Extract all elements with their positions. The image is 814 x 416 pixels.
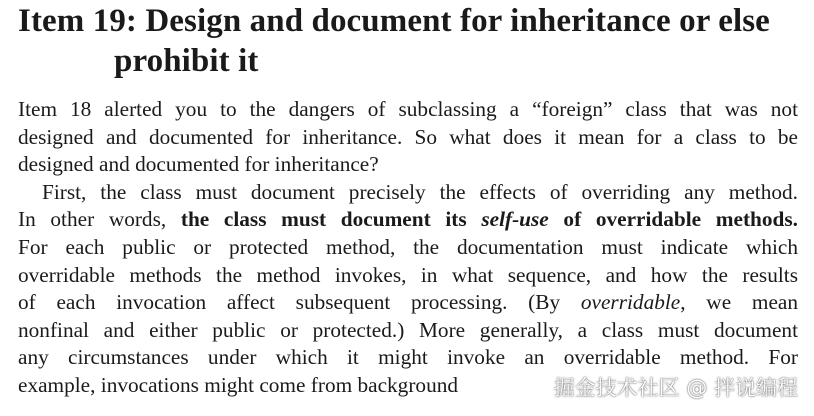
para2-line-8: example, invocations might come from background <box>18 372 459 397</box>
para2-line-5: of each invocation affect subsequent processing. (By overridable, we mean <box>18 290 798 315</box>
paragraph-1 <box>18 96 798 179</box>
para1-line-3: designed and documented for inheritance? <box>18 152 379 177</box>
paragraph-2 <box>18 179 798 400</box>
para2-line-2-plain: In other words, <box>18 207 181 232</box>
body-text <box>18 96 798 400</box>
site-watermark: 掘金技术社区 @ 拌说编程 <box>553 376 798 400</box>
section-heading <box>18 0 798 81</box>
overridable-term: overridable <box>580 290 681 315</box>
para2-bold-phrase: the class must document its self-use of overridable methods. <box>180 207 798 232</box>
para2-line-1: First, the class must document precisely the effects of overriding any method. <box>42 179 798 204</box>
para2-line-7: any circumstances under which it might invoke an overridable method. For <box>18 345 798 370</box>
heading-line-2: prohibit it <box>114 43 259 79</box>
para1-line-1: Item 18 alerted you to the dangers of subclassing a “foreign” class that was not <box>18 97 798 121</box>
para2-line-3: For each public or protected method, the documentation must indicate which <box>18 234 798 259</box>
para2-line-2 <box>18 206 798 234</box>
para2-line-4: overridable methods the method invokes, in what sequence, and how the results <box>18 262 798 287</box>
para2-line-6: nonfinal and either public or protected.) More generally, a class must document <box>18 317 798 342</box>
para1-line-2: designed and documented for inheritance. So what does it mean for a class to be <box>18 124 798 149</box>
heading-line-1: Item 19: Design and document for inheritance or else <box>18 3 770 39</box>
self-use-term: self-use <box>481 207 549 232</box>
